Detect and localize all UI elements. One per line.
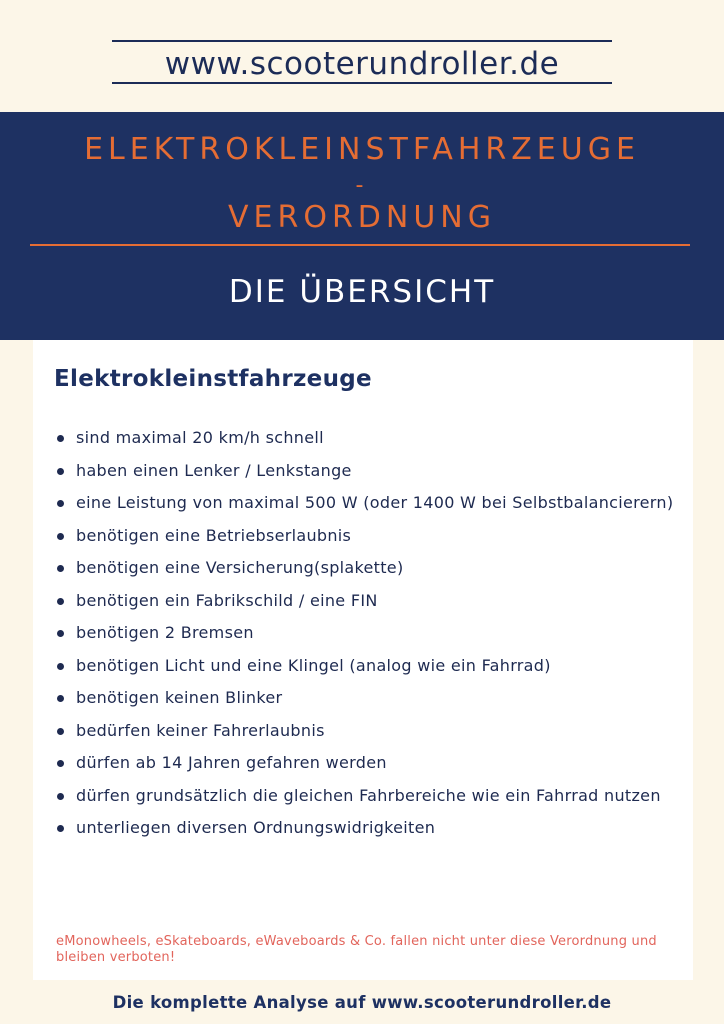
title-banner <box>0 112 724 340</box>
exclusion-note: eMonowheels, eSkateboards, eWaveboards & Co. fallen nicht unter diese Verordnung und bleiben verboten! <box>56 934 657 965</box>
top-header <box>0 0 724 112</box>
list-item-text: benötigen Licht und eine Klingel (analog wie ein Fahrrad) <box>76 655 551 675</box>
bullet-icon <box>57 565 64 572</box>
feature-list <box>57 422 687 845</box>
list-item-text: dürfen ab 14 Jahren gefahren werden <box>76 753 387 772</box>
list-item <box>57 780 687 813</box>
list-item <box>57 487 687 520</box>
list-item <box>57 812 687 845</box>
url-top-rule <box>112 40 612 42</box>
list-item <box>57 552 687 585</box>
bullet-icon <box>57 500 64 507</box>
banner-title-line2: VERORDNUNG <box>228 200 496 235</box>
list-item <box>57 617 687 650</box>
bullet-icon <box>57 435 64 442</box>
list-item-text: bedürfen keiner Fahrerlaubnis <box>76 720 325 740</box>
bullet-icon <box>57 533 64 540</box>
url-bottom-rule <box>112 82 612 84</box>
bullet-icon <box>57 630 64 637</box>
list-item-text: unterliegen diversen Ordnungswidrigkeiten <box>76 818 436 837</box>
list-item <box>57 455 687 488</box>
bullet-icon <box>57 598 64 605</box>
list-item-text: eine Leistung von maximal 500 W (oder 1400 W bei Selbstbalancierern) <box>76 493 674 512</box>
list-item-text: benötigen keinen Blinker <box>76 688 283 707</box>
bullet-icon <box>57 695 64 702</box>
list-item-text: benötigen eine Betriebserlaubnis <box>76 525 352 545</box>
bullet-icon <box>57 825 64 832</box>
list-item <box>57 422 687 455</box>
section-heading: Elektrokleinstfahrzeuge <box>54 366 372 392</box>
banner-title-separator: - <box>355 173 369 198</box>
banner-subtitle: DIE ÜBERSICHT <box>228 274 496 310</box>
list-item <box>57 747 687 780</box>
list-item-text: dürfen grundsätzlich die gleichen Fahrbereiche wie ein Fahrrad nutzen <box>76 785 661 805</box>
list-item-text: haben einen Lenker / Lenkstange <box>76 460 352 480</box>
bullet-icon <box>57 760 64 767</box>
footer-text: Die komplette Analyse auf www.scooterundroller.de <box>112 993 612 1012</box>
bullet-icon <box>57 728 64 735</box>
list-item <box>57 682 687 715</box>
banner-divider <box>30 244 690 246</box>
list-item <box>57 520 687 553</box>
list-item <box>57 650 687 683</box>
list-item-text: benötigen eine Versicherung(splakette) <box>76 558 404 577</box>
list-item <box>57 585 687 618</box>
banner-title-line1: ELEKTROKLEINSTFAHRZEUGE <box>84 132 640 167</box>
list-item-text: benötigen 2 Bremsen <box>76 623 254 642</box>
bullet-icon <box>57 468 64 475</box>
site-url[interactable]: www.scooterundroller.de <box>164 46 560 82</box>
list-item-text: benötigen ein Fabrikschild / eine FIN <box>76 590 378 610</box>
bullet-icon <box>57 793 64 800</box>
content-card <box>33 340 693 980</box>
list-item <box>57 715 687 748</box>
list-item-text: sind maximal 20 km/h schnell <box>76 428 324 447</box>
bullet-icon <box>57 663 64 670</box>
